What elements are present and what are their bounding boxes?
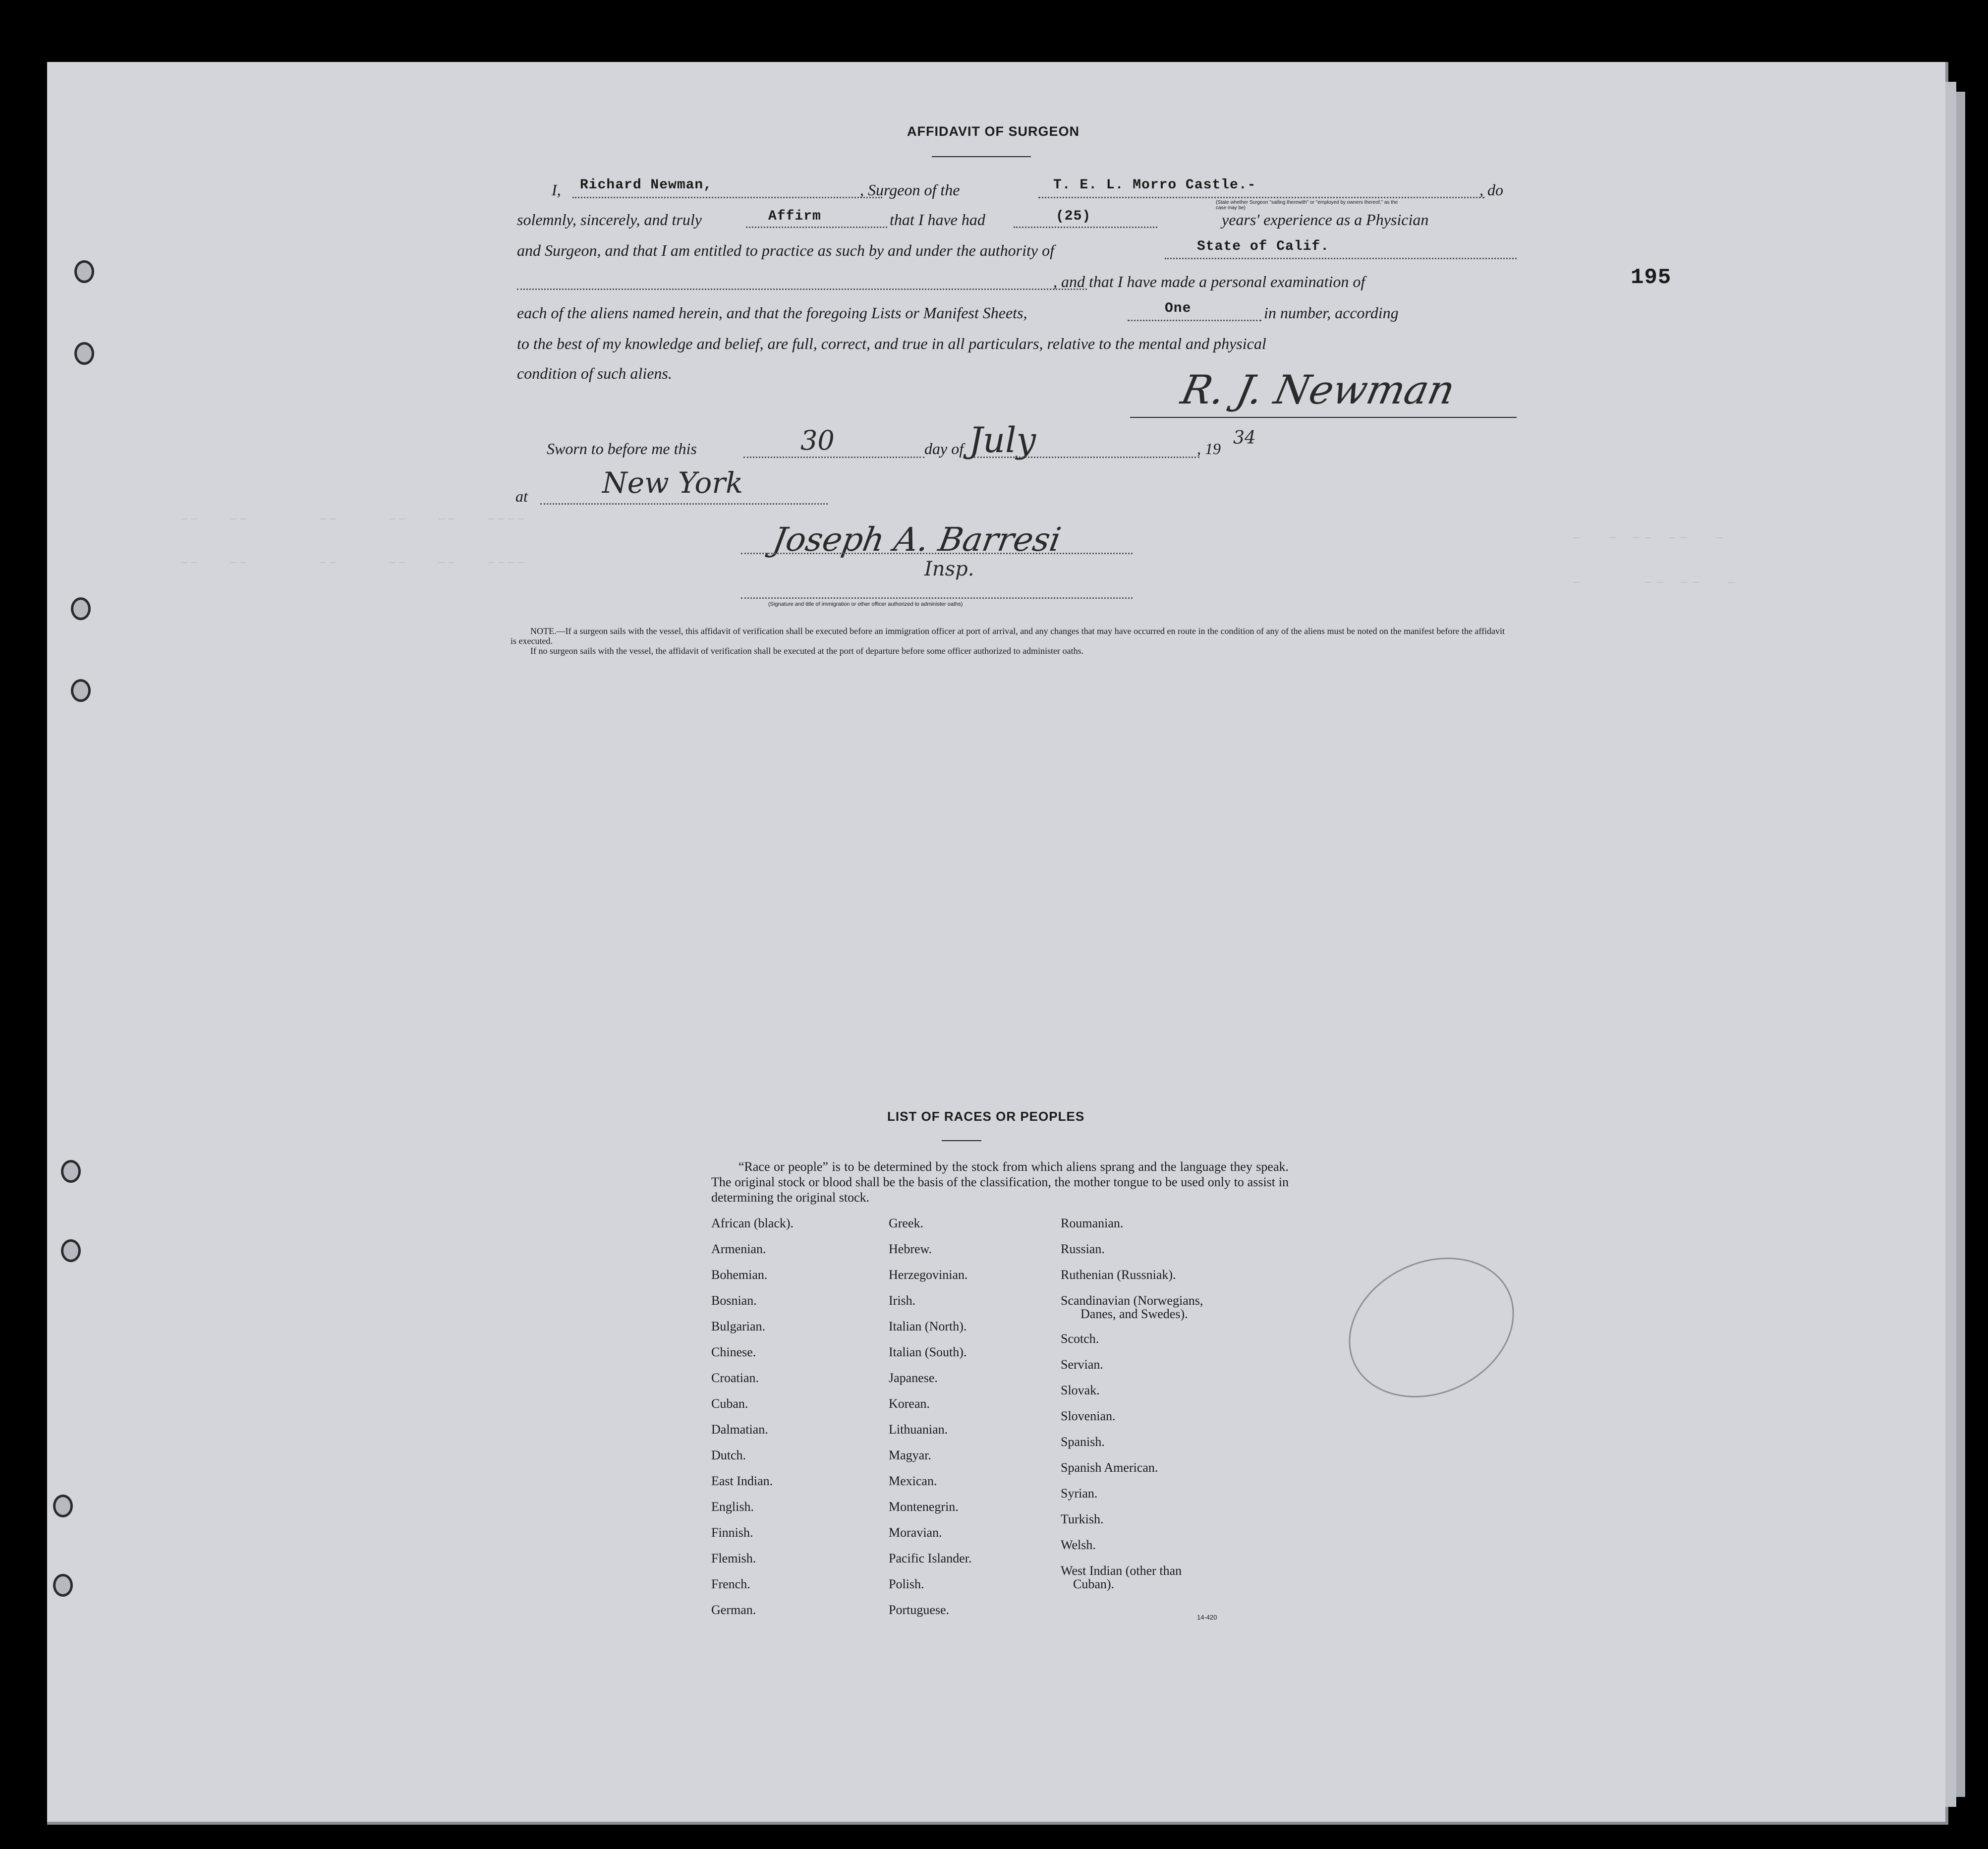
binder-hole-icon [53, 1495, 73, 1517]
authority: State of Calif. [1197, 239, 1330, 254]
race-item: Cuban). [1073, 1577, 1115, 1591]
race-item: Cuban. [711, 1396, 748, 1411]
race-item: Lithuanian. [889, 1422, 948, 1437]
race-item: Polish. [889, 1577, 924, 1591]
race-item: Slovak. [1061, 1383, 1100, 1397]
sworn-mid: day of [924, 440, 964, 458]
race-item: Spanish American. [1061, 1460, 1158, 1475]
field-line [741, 597, 1133, 599]
bleed-through-text: ── ── ── ── ── ──── [181, 558, 528, 569]
race-item: Irish. [889, 1293, 916, 1308]
field-line [1128, 320, 1261, 321]
race-item: English. [711, 1500, 754, 1514]
surgeon-signature: R. J. Newman [1177, 367, 1459, 413]
race-item: Hebrew. [889, 1242, 932, 1256]
races-column-2 [889, 1216, 972, 1628]
bleed-through-text: ─ ── ── ─ [1574, 578, 1741, 589]
sheet-count: One [1165, 301, 1192, 316]
signature-caption: (Signature and title of immigration or other officer authorized to administer oaths) [768, 601, 963, 607]
race-item: Italian (North). [889, 1319, 967, 1333]
title-underline [932, 156, 1031, 157]
race-item: Turkish. [1061, 1512, 1104, 1526]
oath-type: Affirm [768, 209, 821, 224]
race-item: Russian. [1061, 1242, 1105, 1256]
race-item: Chinese. [711, 1345, 756, 1359]
sworn-prefix: Sworn to before me this [547, 440, 697, 458]
race-item: Scandinavian (Norwegians, [1061, 1293, 1203, 1308]
note-paragraph-2: If no surgeon sails with the vessel, the affidavit of verification shall be executed at the port of departure before some officer authorized to administer oaths. [530, 646, 1084, 656]
affidavit-line5-suffix: in number, according [1264, 304, 1399, 322]
field-line [517, 289, 1087, 290]
race-item: Magyar. [889, 1448, 931, 1462]
race-item: Pacific Islander. [889, 1551, 972, 1565]
page-edge [1956, 92, 1965, 1797]
race-item: German. [711, 1603, 756, 1617]
race-item: Dutch. [711, 1448, 746, 1462]
binder-hole-icon [61, 1239, 81, 1262]
race-item: Montenegrin. [889, 1500, 959, 1514]
field-line [743, 457, 924, 458]
races-intro: “Race or people” is to be determined by the stock from which aliens sprang and the language they speak. The original stock or blood shall be the basis of the classification, the mother tongue to be used only to assist in determining the original stock. [711, 1159, 1289, 1205]
race-item: Bulgarian. [711, 1319, 766, 1333]
form-number: 14-420 [1197, 1614, 1217, 1621]
sworn-year-prefix: , 19 [1197, 440, 1221, 458]
binder-hole-icon [61, 1160, 81, 1183]
field-line [741, 553, 1133, 554]
race-item: African (black). [711, 1216, 794, 1230]
race-item: Croatian. [711, 1371, 759, 1385]
race-item: French. [711, 1577, 750, 1591]
field-line [572, 197, 882, 198]
race-item: Greek. [889, 1216, 924, 1230]
vessel-name: T. E. L. Morro Castle.- [1053, 177, 1256, 193]
sworn-year: 34 [1233, 428, 1256, 448]
races-column-1 [711, 1216, 794, 1628]
race-item: Danes, and Swedes). [1080, 1307, 1188, 1321]
at-prefix: at [515, 487, 528, 505]
field-line [540, 503, 828, 505]
affidavit-line2-suffix: years' experience as a Physician [1222, 211, 1429, 229]
affidavit-title: AFFIDAVIT OF SURGEON [907, 124, 1079, 139]
binder-hole-icon [74, 260, 94, 283]
affidavit-line3-prefix: and Surgeon, and that I am entitled to practice as such by and under the authority of [517, 241, 1054, 259]
race-item: Welsh. [1061, 1538, 1096, 1552]
affidavit-line6: to the best of my knowledge and belief, are full, correct, and true in all particulars, relative to the mental and physical [517, 335, 1266, 352]
race-item: Servian. [1061, 1357, 1103, 1372]
affidavit-line4: , and that I have made a personal examination of [1053, 273, 1365, 290]
affidavit-line2-mid: that I have had [890, 211, 985, 229]
race-item: Korean. [889, 1396, 930, 1411]
binder-hole-icon [71, 679, 91, 702]
manifest-sheet [47, 62, 1948, 1825]
race-item: Dalmatian. [711, 1422, 768, 1437]
race-item: Scotch. [1061, 1331, 1099, 1346]
race-item: East Indian. [711, 1474, 773, 1488]
race-item: Flemish. [711, 1551, 756, 1565]
binder-hole-icon [53, 1574, 73, 1597]
race-item: Bosnian. [711, 1293, 757, 1308]
pencil-oval-mark [1326, 1231, 1537, 1423]
field-line [1165, 258, 1517, 259]
surgeon-name: Richard Newman, [580, 177, 713, 193]
race-item: Slovenian. [1061, 1409, 1116, 1423]
affidavit-line1-mid: , Surgeon of the [860, 181, 960, 199]
race-item: Japanese. [889, 1371, 938, 1385]
vessel-note: (State whether Surgeon "sailing therewith" or "employed by owners thereof," as the case may be) [1216, 200, 1398, 211]
races-column-3 [1061, 1216, 1203, 1590]
affidavit-line1-prefix: I, [552, 181, 561, 199]
race-item: Roumanian. [1061, 1216, 1124, 1230]
race-item: Ruthenian (Russniak). [1061, 1268, 1176, 1282]
sworn-day: 30 [800, 425, 835, 456]
affidavit-note [511, 626, 1512, 656]
field-line [1014, 227, 1157, 228]
bleed-through-text: ── ── ── ── ── ──── [181, 514, 528, 525]
field-line [1038, 197, 1484, 198]
binder-hole-icon [74, 342, 94, 365]
bleed-through-text: ─ ─ ── ── ─ [1574, 533, 1729, 544]
officer-signature: Joseph A. Barresi [770, 520, 1064, 559]
race-item: Bohemian. [711, 1268, 768, 1282]
race-item: Herzegovinian. [889, 1268, 968, 1282]
affidavit-line5-prefix: each of the aliens named herein, and that the foregoing Lists or Manifest Sheets, [517, 304, 1027, 322]
races-title: LIST OF RACES OR PEOPLES [887, 1109, 1085, 1124]
sworn-month: July [969, 420, 1036, 461]
race-item: Portuguese. [889, 1603, 950, 1617]
page-number: 195 [1631, 265, 1672, 290]
affidavit-line2-prefix: solemnly, sincerely, and truly [517, 211, 702, 229]
note-paragraph-1: NOTE.—If a surgeon sails with the vessel, this affidavit of verification shall be executed before an immigration officer at port of arrival, and any changes that may have occurred en route in the condition of any of the aliens must be noted on the manifest before the affidavit is executed. [511, 626, 1505, 646]
page-edge [1945, 82, 1956, 1807]
race-item: Spanish. [1061, 1435, 1105, 1449]
race-item: Mexican. [889, 1474, 937, 1488]
race-item: Syrian. [1061, 1486, 1098, 1501]
race-item: Armenian. [711, 1242, 766, 1256]
race-item: Italian (South). [889, 1345, 967, 1359]
officer-title: Insp. [924, 558, 974, 580]
race-item: Moravian. [889, 1525, 942, 1540]
races-title-underline [942, 1140, 981, 1141]
race-item: Finnish. [711, 1525, 753, 1540]
years-experience: (25) [1056, 209, 1091, 224]
affidavit-line7: condition of such aliens. [517, 364, 672, 382]
field-line [974, 457, 1199, 458]
binder-hole-icon [71, 597, 91, 620]
field-line [746, 227, 887, 228]
signature-line [1130, 417, 1517, 418]
race-item: West Indian (other than [1061, 1563, 1182, 1578]
sworn-place: New York [602, 466, 743, 500]
affidavit-line1-suffix: , do [1479, 181, 1503, 199]
